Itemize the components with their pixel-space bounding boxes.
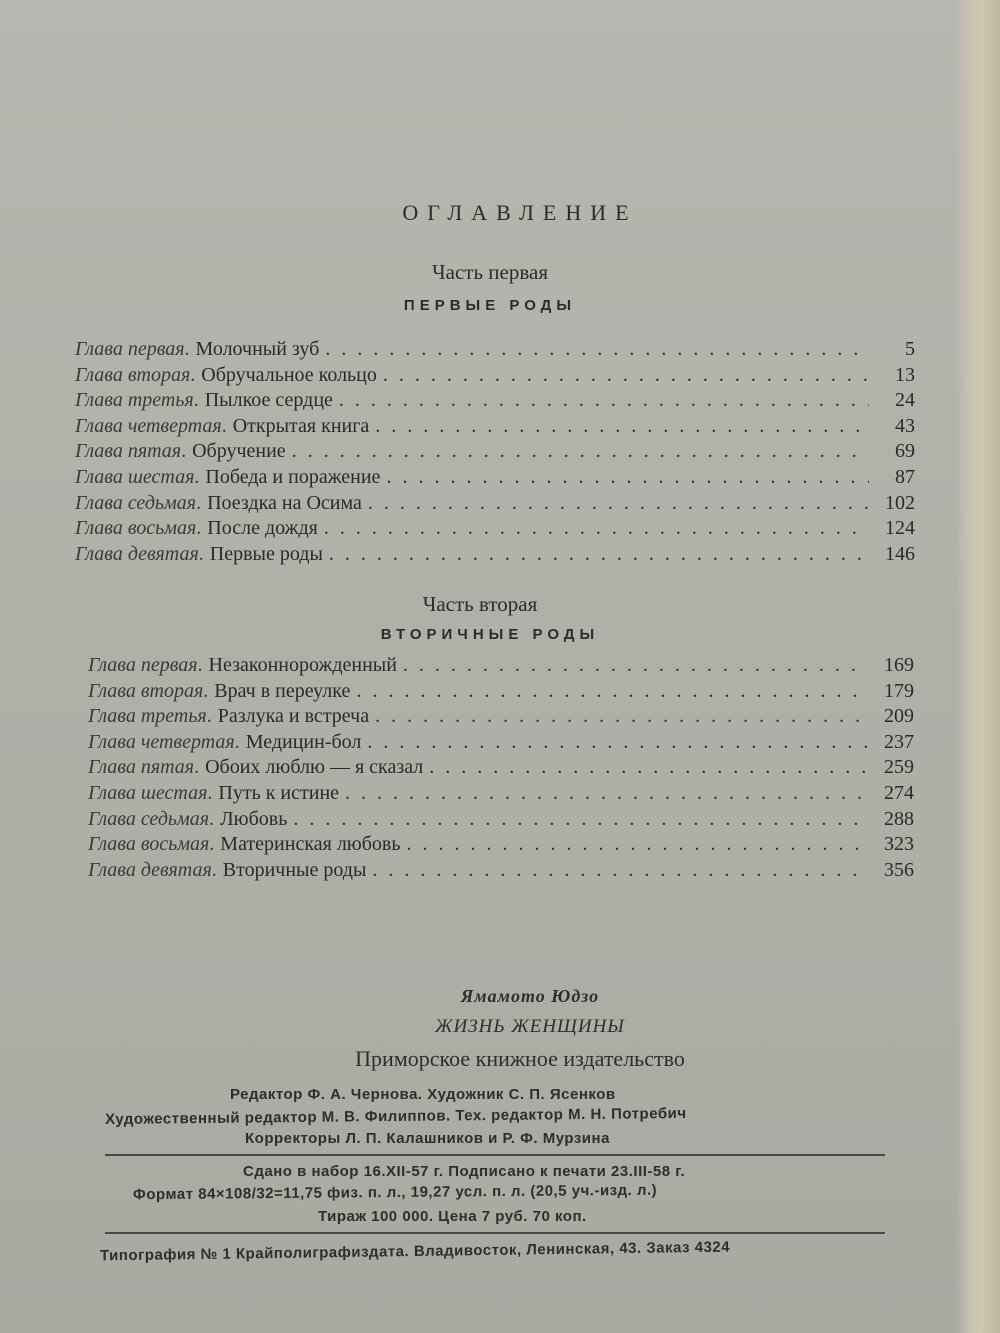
toc-entry	[88, 782, 914, 808]
page-number: 209	[884, 705, 914, 728]
art-editor-line: Художественный редактор М. В. Филиппов. Тех. редактор М. Н. Потребич	[104, 1104, 687, 1129]
page-number: 87	[895, 465, 915, 488]
chapter-separator: .	[198, 542, 204, 565]
chapter-separator: .	[221, 414, 227, 437]
toc-entry	[75, 543, 915, 569]
chapter-separator: .	[197, 654, 203, 676]
chapter-title: Врач в переулке	[214, 679, 351, 702]
chapter-title: Пылкое сердце	[204, 389, 333, 412]
chapter-title: Открытая книга	[232, 414, 370, 437]
print-dates-line: Сдано в набор 16.XII-57 г. Подписано к печати 23.III-58 г.	[243, 1163, 686, 1180]
toc-entry	[75, 338, 915, 364]
chapter-separator: .	[184, 338, 190, 360]
chapter-number: Глава шестая	[88, 781, 208, 804]
page-number: 356	[884, 858, 914, 881]
dot-leader	[429, 756, 868, 779]
chapter-separator: .	[194, 756, 200, 779]
toc-entry	[75, 389, 915, 415]
chapter-number: Глава четвертая	[88, 730, 235, 753]
chapter-separator: .	[209, 807, 215, 830]
page-number: 169	[884, 654, 914, 676]
chapter-title: Обручальное кольцо	[201, 363, 377, 386]
chapter-title: После дождя	[207, 517, 318, 540]
page-number: 69	[895, 440, 915, 463]
toc-entry	[88, 756, 914, 782]
toc-title: ОГЛАВЛЕНИЕ	[402, 200, 638, 225]
dot-leader	[406, 833, 868, 856]
chapter-title: Обручение	[192, 440, 286, 463]
chapter-number: Глава пятая	[88, 756, 195, 779]
page-number: 288	[884, 807, 914, 830]
dot-leader	[386, 466, 869, 489]
toc-entry	[88, 833, 914, 859]
chapter-separator: .	[211, 858, 217, 881]
page-number: 274	[884, 781, 914, 804]
chapter-separator: .	[190, 363, 196, 386]
chapter-number: Глава вторая	[88, 679, 204, 702]
dot-leader	[345, 782, 868, 805]
dot-leader	[292, 440, 869, 463]
toc-entry	[75, 517, 915, 543]
toc-entry	[75, 440, 915, 466]
toc-entry	[75, 364, 915, 390]
proofreaders-line: Корректоры Л. П. Калашников и Р. Ф. Мурзина	[245, 1130, 610, 1147]
dot-leader	[403, 654, 868, 677]
dot-leader	[329, 543, 869, 566]
page-number: 179	[884, 679, 914, 702]
editors-line: Редактор Ф. А. Чернова. Художник С. П. Ясенков	[230, 1086, 616, 1103]
chapter-number: Глава восьмая	[75, 517, 197, 540]
dot-leader	[375, 415, 869, 438]
chapter-title: Путь к истине	[218, 781, 340, 804]
chapter-separator: .	[193, 389, 199, 412]
dot-leader	[367, 731, 868, 754]
chapter-number: Глава седьмая	[88, 807, 210, 830]
colophon-author: Ямамото Юдзо	[460, 986, 600, 1006]
colophon-publisher: Приморское книжное издательство	[355, 1046, 685, 1071]
page-number: 102	[885, 491, 915, 514]
dot-leader	[324, 517, 869, 540]
part-one-title: ПЕРВЫЕ РОДЫ	[403, 297, 577, 314]
run-price-line: Тираж 100 000. Цена 7 руб. 70 коп.	[318, 1208, 587, 1225]
toc-entry	[88, 808, 914, 834]
imprint-rule-bottom	[105, 1232, 885, 1234]
chapter-title: Обоих люблю — я сказал	[205, 756, 424, 779]
page-number: 13	[895, 363, 915, 386]
chapter-title: Молочный зуб	[195, 338, 320, 360]
toc-entry	[88, 859, 914, 885]
dot-leader	[372, 859, 868, 882]
chapter-separator: .	[206, 705, 212, 728]
chapter-number: Глава шестая	[75, 465, 195, 488]
chapter-title: Незаконнорожденный	[208, 654, 397, 676]
chapter-title: Разлука и встреча	[217, 705, 370, 728]
page-number: 323	[884, 833, 914, 856]
page-number: 43	[895, 414, 915, 437]
part-two-chapter-list	[88, 654, 914, 884]
page-number: 5	[905, 338, 915, 360]
page-number: 146	[885, 542, 915, 565]
chapter-number: Глава седьмая	[75, 491, 197, 514]
chapter-number: Глава восьмая	[88, 833, 210, 856]
chapter-number: Глава третья	[75, 389, 194, 412]
chapter-number: Глава девятая	[75, 542, 199, 565]
chapter-title: Первые роды	[209, 542, 323, 565]
printer-line: Типография № 1 Крайполиграфиздата. Владивосток, Ленинская, 43. Заказ 4324	[99, 1238, 731, 1265]
chapter-number: Глава пятая	[75, 440, 182, 463]
dot-leader	[325, 338, 869, 361]
dot-leader	[293, 808, 868, 831]
toc-entry	[88, 705, 914, 731]
part-one-label: Часть первая	[432, 260, 548, 284]
toc-entry	[88, 680, 914, 706]
part-one-chapter-list	[75, 338, 915, 568]
chapter-number: Глава первая	[88, 654, 198, 676]
imprint-rule-top	[105, 1154, 885, 1156]
toc-entry	[75, 415, 915, 441]
chapter-title: Победа и поражение	[205, 465, 381, 488]
page-number: 237	[884, 730, 914, 753]
dot-leader	[375, 705, 868, 728]
colophon-book-title: ЖИЗНЬ ЖЕНЩИНЫ	[435, 1016, 625, 1037]
dot-leader	[368, 492, 869, 515]
toc-entry	[88, 731, 914, 757]
chapter-number: Глава первая	[75, 338, 185, 360]
chapter-separator: .	[207, 781, 213, 804]
chapter-separator: .	[234, 730, 240, 753]
toc-entry	[75, 466, 915, 492]
toc-entry	[88, 654, 914, 680]
chapter-separator: .	[209, 833, 215, 856]
chapter-number: Глава третья	[88, 705, 207, 728]
chapter-separator: .	[196, 517, 202, 540]
dot-leader	[383, 364, 869, 387]
chapter-title: Любовь	[220, 807, 288, 830]
part-two-title: ВТОРИЧНЫЕ РОДЫ	[380, 626, 600, 643]
chapter-title: Вторичные роды	[222, 858, 367, 881]
page-number: 124	[885, 517, 915, 540]
page-number: 24	[895, 389, 915, 412]
chapter-number: Глава вторая	[75, 363, 191, 386]
chapter-number: Глава девятая	[88, 858, 212, 881]
dot-leader	[356, 680, 868, 703]
toc-entry	[75, 492, 915, 518]
chapter-separator: .	[194, 465, 200, 488]
chapter-number: Глава четвертая	[75, 414, 222, 437]
part-two-label: Часть вторая	[422, 592, 538, 616]
chapter-title: Материнская любовь	[220, 833, 401, 856]
format-line: Формат 84×108/32=11,75 физ. п. л., 19,27 усл. п. л. (20,5 уч.-изд. л.)	[132, 1181, 658, 1204]
chapter-separator: .	[196, 491, 202, 514]
dot-leader	[339, 389, 869, 412]
chapter-separator: .	[203, 679, 209, 702]
chapter-title: Медицин-бол	[245, 730, 362, 753]
page-number: 259	[884, 756, 914, 779]
chapter-separator: .	[181, 440, 187, 463]
chapter-title: Поездка на Осима	[207, 491, 362, 514]
